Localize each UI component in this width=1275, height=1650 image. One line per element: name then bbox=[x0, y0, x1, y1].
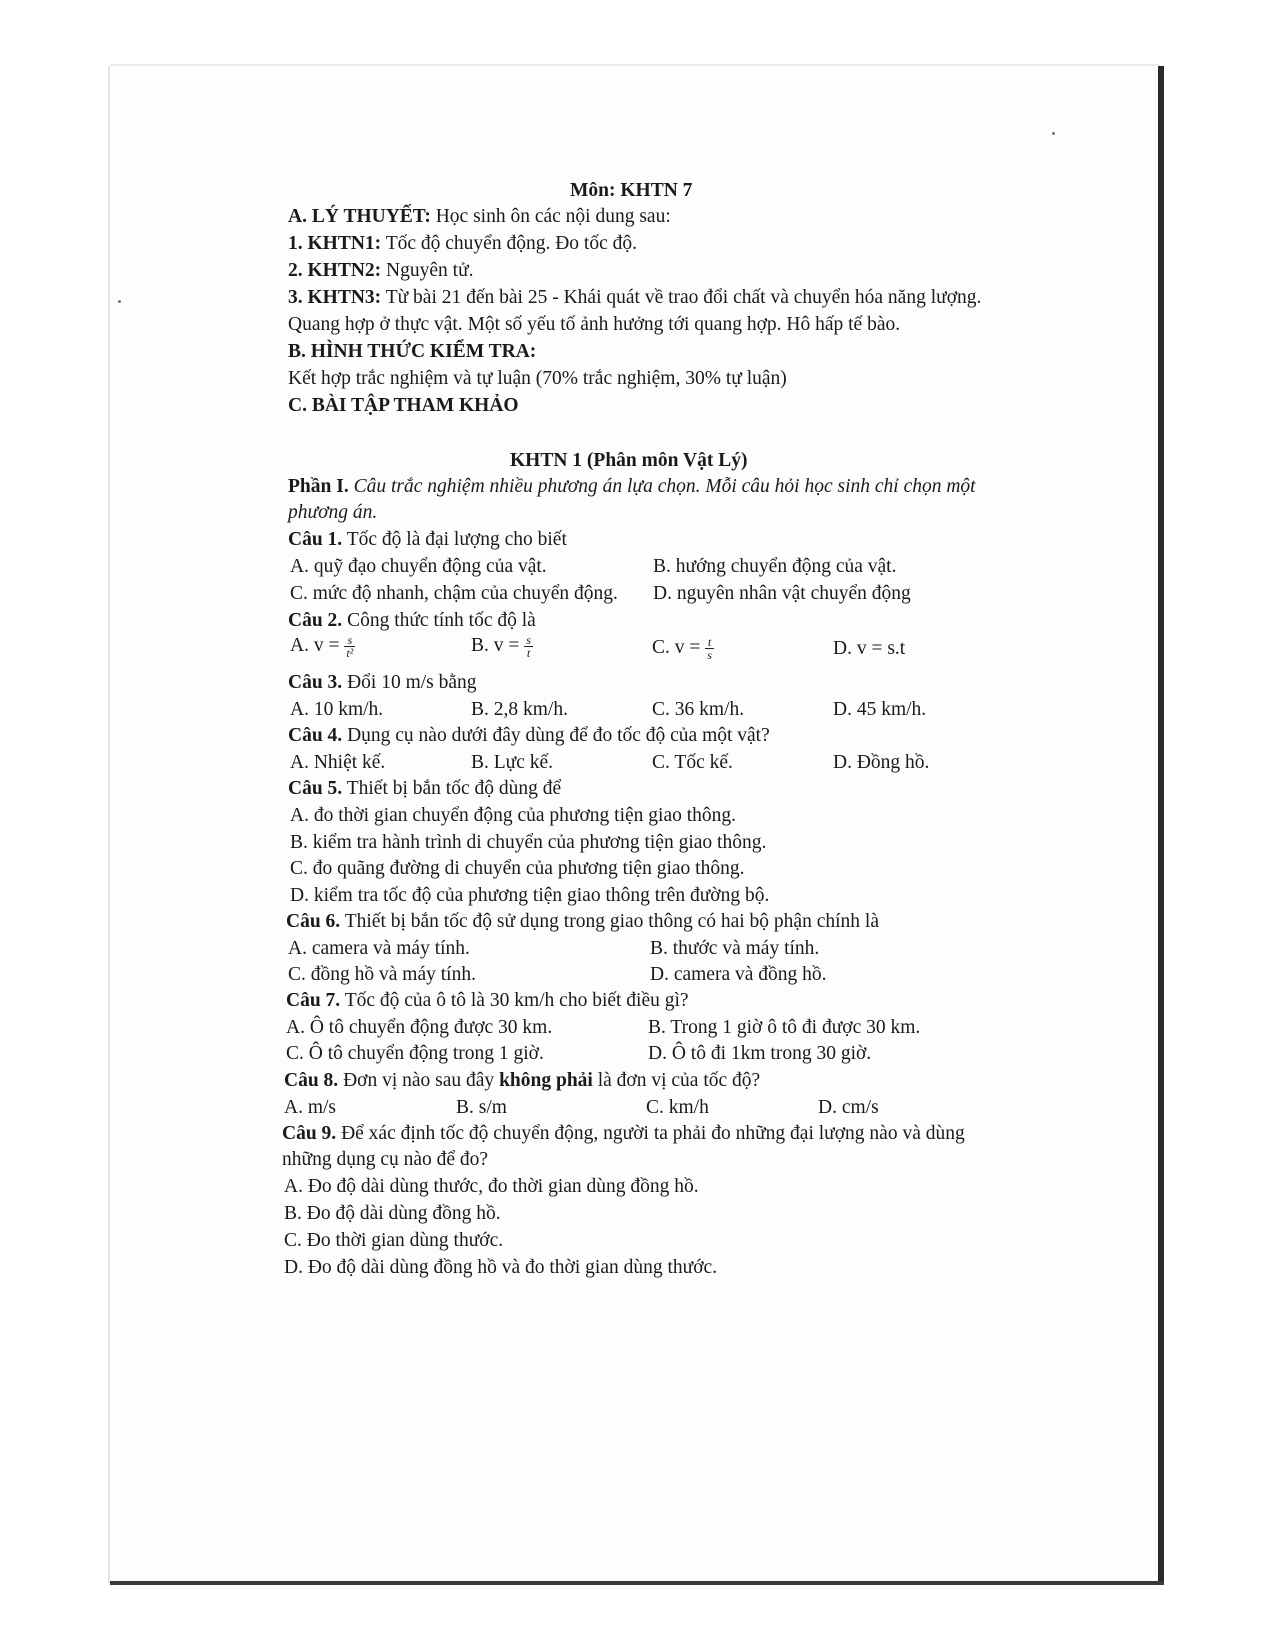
fraction: $\frac{s}{t}$ bbox=[526, 633, 531, 660]
q5-option-d: D. kiểm tra tốc độ của phương tiện giao thông trên đường bộ. bbox=[290, 885, 770, 906]
question-2: Câu 2. Công thức tính tốc độ là bbox=[288, 610, 536, 631]
q9-option-b: B. Đo độ dài dùng đồng hồ. bbox=[284, 1203, 501, 1224]
q6-option-a: A. camera và máy tính. bbox=[288, 938, 470, 959]
q9-option-c: C. Đo thời gian dùng thước. bbox=[284, 1230, 504, 1251]
scan-speck bbox=[118, 300, 121, 303]
fraction: $\frac{s}{\text{t²}}$ bbox=[346, 633, 354, 660]
scan-edge-bottom bbox=[110, 1581, 1164, 1585]
scan-edge-right bbox=[1158, 66, 1164, 1583]
q3-option-a: A. 10 km/h. bbox=[290, 699, 384, 720]
test-format-heading: B. HÌNH THỨC KIỂM TRA: bbox=[288, 341, 537, 362]
q7-option-c: C. Ô tô chuyển động trong 1 giờ. bbox=[286, 1043, 544, 1064]
theory-item-2: 2. KHTN2: Nguyên tử. bbox=[288, 260, 474, 281]
q2-option-d: D. v = s.t bbox=[833, 638, 906, 659]
q4-option-d: D. Đồng hồ. bbox=[833, 752, 930, 773]
question-5: Câu 5. Thiết bị bắn tốc độ dùng để bbox=[288, 778, 562, 799]
question-8: Câu 8. Đơn vị nào sau đây không phải là đơn vị của tốc độ? bbox=[284, 1070, 761, 1091]
q6-option-d: D. camera và đồng hồ. bbox=[650, 964, 827, 985]
question-3: Câu 3. Đổi 10 m/s bằng bbox=[288, 672, 477, 693]
question-1: Câu 1. Tốc độ là đại lượng cho biết bbox=[288, 529, 567, 550]
q3-option-c: C. 36 km/h. bbox=[652, 699, 745, 720]
q3-option-b: B. 2,8 km/h. bbox=[471, 699, 568, 720]
q5-option-b: B. kiểm tra hành trình di chuyển của phương tiện giao thông. bbox=[290, 832, 767, 853]
q4-option-a: A. Nhiệt kế. bbox=[290, 752, 386, 773]
test-format-text: Kết hợp trắc nghiệm và tự luận (70% trắc nghiệm, 30% tự luận) bbox=[288, 368, 787, 389]
question-4: Câu 4. Dụng cụ nào dưới đây dùng để đo tốc độ của một vật? bbox=[288, 725, 770, 746]
scan-speck bbox=[1052, 132, 1055, 135]
theory-item-3-cont: Quang hợp ở thực vật. Một số yếu tố ảnh hưởng tới quang hợp. Hô hấp tế bào. bbox=[288, 314, 901, 335]
q1-option-b: B. hướng chuyển động của vật. bbox=[653, 556, 897, 577]
q9-option-d: D. Đo độ dài dùng đồng hồ và đo thời gian dùng thước. bbox=[284, 1257, 718, 1278]
question-6: Câu 6. Thiết bị bắn tốc độ sử dụng trong giao thông có hai bộ phận chính là bbox=[286, 911, 879, 932]
q8-option-c: C. km/h bbox=[646, 1097, 709, 1118]
theory-item-3: 3. KHTN3: Từ bài 21 đến bài 25 - Khái quát về trao đổi chất và chuyển hóa năng lượng. bbox=[288, 287, 982, 308]
q4-option-c: C. Tốc kế. bbox=[652, 752, 733, 773]
question-9-cont: những dụng cụ nào để đo? bbox=[282, 1149, 489, 1170]
q7-option-a: A. Ô tô chuyển động được 30 km. bbox=[286, 1017, 553, 1038]
q1-option-d: D. nguyên nhân vật chuyển động bbox=[653, 583, 911, 604]
theory-line: A. LÝ THUYẾT: Học sinh ôn các nội dung sau: bbox=[288, 206, 671, 227]
question-9: Câu 9. Để xác định tốc độ chuyển động, người ta phải đo những đại lượng nào và dùng bbox=[282, 1123, 965, 1144]
q4-option-b: B. Lực kế. bbox=[471, 752, 554, 773]
q8-option-b: B. s/m bbox=[456, 1097, 507, 1118]
q7-option-d: D. Ô tô đi 1km trong 30 giờ. bbox=[648, 1043, 872, 1064]
theory-item-1: 1. KHTN1: Tốc độ chuyển động. Đo tốc độ. bbox=[288, 233, 637, 254]
exercises-heading: C. BÀI TẬP THAM KHẢO bbox=[288, 395, 519, 416]
q2-option-b: B. v = $\frac{s}{t}$ bbox=[471, 633, 531, 660]
q3-option-d: D. 45 km/h. bbox=[833, 699, 927, 720]
q8-option-d: D. cm/s bbox=[818, 1097, 879, 1118]
q6-option-c: C. đồng hồ và máy tính. bbox=[288, 964, 476, 985]
q1-option-c: C. mức độ nhanh, chậm của chuyển động. bbox=[290, 583, 618, 604]
q7-option-b: B. Trong 1 giờ ô tô đi được 30 km. bbox=[648, 1017, 921, 1038]
q6-option-b: B. thước và máy tính. bbox=[650, 938, 820, 959]
q5-option-c: C. đo quãng đường di chuyển của phương tiện giao thông. bbox=[290, 858, 745, 879]
q2-option-c: C. v = $\frac{t}{s}$ bbox=[652, 635, 712, 662]
q2-option-a: A. v = $\frac{s}{\text{t²}}$ bbox=[290, 633, 354, 660]
part-instruction: Phần I. Câu trắc nghiệm nhiều phương án lựa chọn. Mỗi câu hỏi học sinh chỉ chọn một bbox=[288, 476, 976, 497]
q9-option-a: A. Đo độ dài dùng thước, đo thời gian dùng đồng hồ. bbox=[284, 1176, 699, 1197]
q1-option-a: A. quỹ đạo chuyển động của vật. bbox=[290, 556, 547, 577]
q8-option-a: A. m/s bbox=[284, 1097, 337, 1118]
fraction: $\frac{t}{s}$ bbox=[707, 635, 712, 662]
section-title: KHTN 1 (Phân môn Vật Lý) bbox=[510, 450, 748, 471]
question-7: Câu 7. Tốc độ của ô tô là 30 km/h cho biết điều gì? bbox=[286, 990, 689, 1011]
q5-option-a: A. đo thời gian chuyển động của phương tiện giao thông. bbox=[290, 805, 737, 826]
subject-title: Môn: KHTN 7 bbox=[570, 180, 693, 201]
part-instruction-cont: phương án. bbox=[288, 502, 378, 523]
